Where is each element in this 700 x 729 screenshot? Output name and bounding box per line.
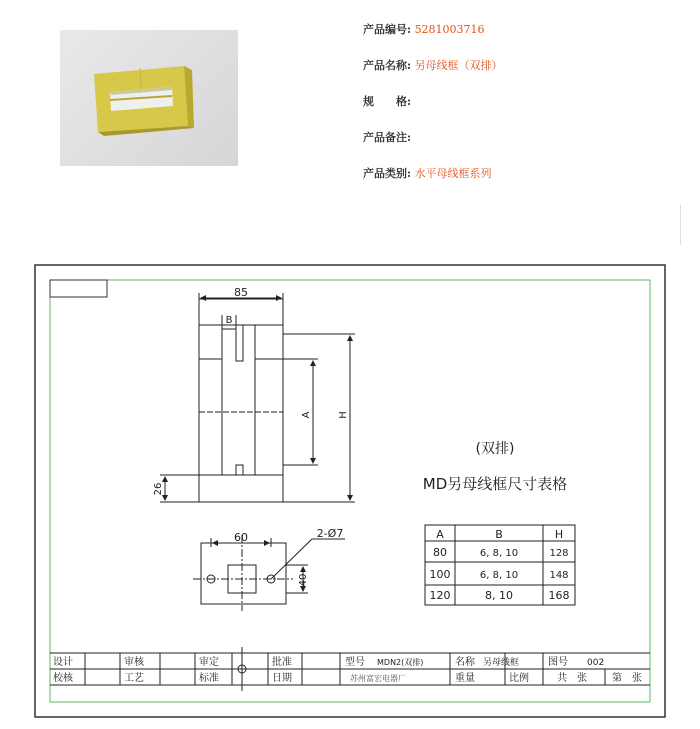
- table-cell: 148: [549, 570, 569, 581]
- product-name-row: [363, 58, 503, 94]
- table-header-a: A: [436, 528, 444, 541]
- tb-process: 工艺: [124, 673, 144, 684]
- table-cell: 100: [429, 568, 451, 581]
- table-cell: 8, 10: [485, 589, 513, 602]
- tb-examine: 审定: [199, 657, 219, 668]
- bus-frame-image: [60, 30, 238, 166]
- product-code-label: 产品编号:: [363, 23, 412, 36]
- dim-85: 85: [234, 286, 248, 299]
- tb-model-value: MDN2(双排): [377, 658, 424, 667]
- tb-name-label: 名称: [455, 657, 475, 668]
- dim-h: H: [338, 411, 349, 419]
- tb-design: 设计: [53, 657, 73, 668]
- drawing-title: MD另母线框尺寸表格: [422, 475, 568, 493]
- tb-approve: 批准: [272, 657, 292, 668]
- product-category-value: 水平母线框系列: [414, 167, 492, 180]
- product-category-row: [363, 166, 503, 202]
- tb-drawing-no-label: 图号: [548, 657, 568, 668]
- technical-drawing: [0, 255, 700, 725]
- tb-weight: 重量: [455, 673, 475, 684]
- table-cell: 168: [548, 589, 570, 602]
- product-name-value: 另母线框（双排）: [414, 59, 503, 72]
- product-spec-label: 规 格:: [363, 95, 412, 108]
- dim-b: B: [225, 315, 233, 326]
- tb-total: 共 张: [557, 673, 587, 684]
- product-note-label: 产品备注:: [363, 131, 412, 144]
- product-info: [363, 22, 503, 202]
- product-name-label: 产品名称:: [363, 59, 412, 72]
- product-code-row: [363, 22, 503, 58]
- product-spec-row: [363, 94, 503, 130]
- product-photo: [60, 30, 238, 166]
- tb-drawing-no-value: 002: [587, 658, 605, 668]
- tb-review: 审核: [124, 657, 144, 668]
- side-divider: [680, 205, 681, 245]
- dim-60: 60: [234, 531, 248, 544]
- tb-page: 第 张: [612, 673, 642, 684]
- table-cell: 6, 8, 10: [479, 570, 519, 581]
- title-block: [50, 647, 650, 691]
- dim-40: 40: [298, 573, 309, 587]
- table-cell: 120: [429, 589, 451, 602]
- dim-26: 26: [153, 482, 164, 496]
- tb-check: 校核: [53, 673, 73, 684]
- tb-standard: 标准: [199, 673, 219, 684]
- table-header-h: H: [554, 528, 564, 541]
- table-cell: 80: [433, 546, 447, 559]
- product-code-value: 5281003716: [414, 23, 485, 36]
- product-note-row: [363, 130, 503, 166]
- tb-model-label: 型号: [345, 657, 365, 668]
- tb-scale: 比例: [509, 673, 529, 684]
- table-cell: 128: [549, 548, 569, 559]
- drawing-subtitle: (双排): [475, 441, 515, 457]
- corner-box: [50, 280, 107, 297]
- tb-company: 苏州富宏电器厂: [350, 674, 406, 683]
- main-view: [160, 293, 355, 502]
- tb-name-value: 另母线框: [483, 658, 520, 668]
- tb-date: 日期: [272, 673, 292, 684]
- drawing-svg: [0, 255, 700, 725]
- bottom-view: [193, 535, 345, 611]
- dim-hole: 2-Ø7: [316, 527, 344, 540]
- table-cell: 6, 8, 10: [479, 548, 519, 559]
- table-header-b: B: [495, 528, 503, 541]
- dim-a: A: [301, 411, 312, 419]
- product-category-label: 产品类别:: [363, 167, 412, 180]
